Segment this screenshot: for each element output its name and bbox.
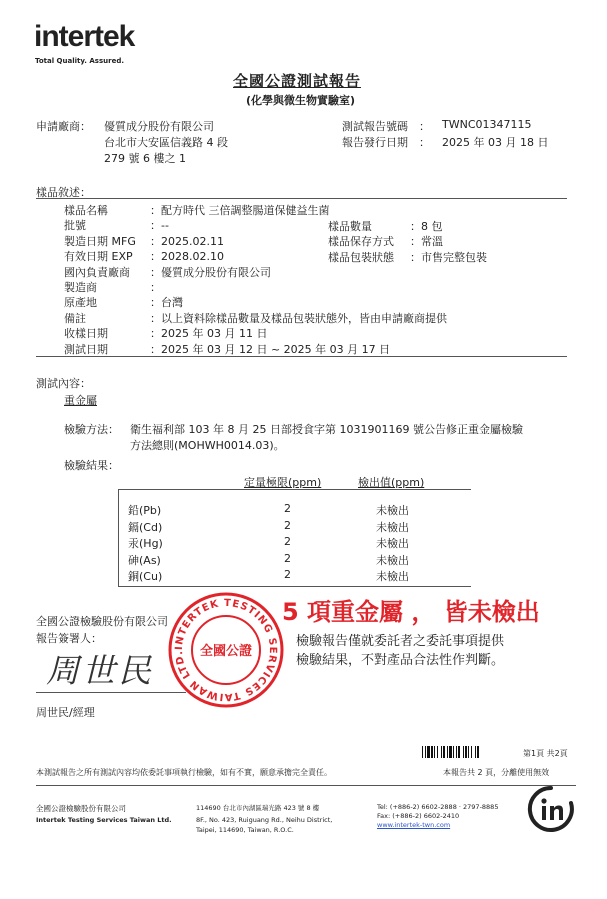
page-info: 第1頁 共2頁 [523,749,568,758]
sample-field-value: ：2025 年 03 月 11 日 [150,327,268,341]
sample-field-value: ：2025.02.11 [150,234,224,248]
element-loq: 2 [284,518,291,532]
sample-field-label: 樣品名稱 [64,204,108,217]
report-subtitle: (化學與微生物實驗室) [246,94,356,107]
intertek-in-logo [527,785,575,833]
signer-label: 報告簽署人： [36,632,102,645]
svg-text:INTERTEK TESTING SERVICES TAIW: INTERTEK TESTING SERVICES TAIWAN LTD. [173,597,279,703]
applicant-label: 申請廠商： [36,120,91,133]
report-no-value: TWNC01347115 [442,118,532,131]
sample-field-value: ： [150,281,161,294]
col-header-loq: 定量極限(ppm) [244,476,322,489]
sample-field-value: ：台灣 [150,296,183,310]
barcode [422,746,518,758]
element-loq: 2 [284,502,291,515]
divider [36,356,567,357]
issue-date-label: 報告發行日期 ： [342,136,430,149]
sample-right-value: ：8 包 [410,220,443,233]
result-label: 檢驗結果： [64,459,119,472]
footer-divider [36,785,576,786]
applicant-address-2: 279 號 6 樓之 1 [104,152,186,165]
element-name: 汞(Hg) [128,537,163,550]
divider [36,198,567,199]
notice-line-2: 檢驗結果，不對產品合法性作判斷。 [296,653,505,668]
sample-field-label: 製造商 [64,281,97,294]
footer-page-note: 本報告共 2 頁，分離使用無效 [443,768,550,777]
bottom-address-en-1: 8F., No. 423, Ruiguang Rd., Neihu District, [196,816,333,824]
sample-field-label: 有效日期 EXP [64,250,133,264]
sample-field-value: ：優質成分股份有限公司 [150,265,271,279]
method-line-1: 衛生福利部 103 年 8 月 25 日部授食字第 1031901169 號公告修正重金屬檢驗 [130,423,523,436]
element-name: 砷(As) [128,553,161,567]
sample-field-value: ：以上資料除樣品數量及樣品包裝狀態外，皆由申請廠商提供 [150,311,447,325]
element-result: 未檢出 [376,520,409,534]
element-result: 未檢出 [376,537,409,550]
company-stamp [166,590,286,710]
element-result: 未檢出 [376,570,409,583]
sample-field-label: 製造日期 MFG [64,234,136,248]
brand-tagline: Total Quality. Assured. [35,57,124,65]
element-name: 鉛(Pb) [128,504,162,517]
report-no-label: 測試報告號碼 ： [342,120,430,133]
intertek-logo: intertek [34,20,135,53]
col-header-result: 檢出值(ppm) [358,476,425,489]
handwritten-signature: 周世民 [46,651,154,690]
element-loq: 2 [284,568,291,581]
signature-line [36,692,186,693]
table-top-rule [118,489,471,490]
sample-field-value: ：配方時代 三倍調整腸道保健益生菌 [150,204,330,217]
table-left-rule [118,489,119,586]
bottom-tel: Tel: (+886-2) 6602-2888 · 2797-8885 [377,803,499,811]
applicant-address-1: 台北市大安區信義路 4 段 [104,136,228,149]
sample-field-value: ：2025 年 03 月 12 日 ~ 2025 年 03 月 17 日 [150,342,391,356]
sample-right-value: ：常溫 [410,235,443,249]
element-name: 鎘(Cd) [128,520,163,534]
element-loq: 2 [284,551,291,565]
bottom-address-zh: 114690 台北市內湖區瑞光路 423 號 8 樓 [196,804,320,812]
highlight-banner: 5 項重金屬 ， 皆未檢出 [282,598,540,626]
signer-name: 周世民/經理 [36,706,95,719]
sample-field-label: 收樣日期 [64,327,108,341]
method-label: 檢驗方法： [64,423,119,436]
sample-field-label: 原產地 [64,296,97,310]
bottom-company-en: Intertek Testing Services Taiwan Ltd. [36,816,172,824]
sample-right-label: 樣品數量 [328,220,372,233]
test-item: 重金屬 [64,394,97,407]
sample-field-label: 國內負責廠商 [64,265,130,279]
element-loq: 2 [284,535,291,548]
sample-field-label: 測試日期 [64,342,108,356]
sample-right-label: 樣品保存方式 [328,235,394,249]
sample-field-label: 備註 [64,311,86,325]
svg-text:全國公證: 全國公證 [199,644,253,659]
applicant-name: 優質成分股份有限公司 [104,120,214,133]
sample-right-value: ：市售完整包裝 [410,250,487,264]
sample-field-value: ：2028.02.10 [150,250,224,264]
footer-disclaimer: 本測試報告之所有測試內容均依委託事項執行檢驗，如有不實，願意承擔完全責任。 [36,768,332,777]
company-signer: 全國公證檢驗股份有限公司 [36,615,168,628]
test-section-label: 測試內容： [36,377,91,390]
report-title: 全國公證測試報告 [233,72,362,90]
sample-field-value: ：-- [150,219,169,233]
bottom-fax: Fax: (+886-2) 6602-2410 [377,812,460,820]
table-bottom-rule [118,586,471,587]
bottom-company-zh: 全國公證檢驗股份有限公司 [36,804,126,813]
bottom-website-link[interactable]: www.intertek-twn.com [377,821,451,829]
sample-right-label: 樣品包裝狀態 [328,250,394,264]
element-result: 未檢出 [376,553,409,567]
issue-date-value: 2025 年 03 月 18 日 [442,136,549,149]
sample-section-label: 樣品敘述： [36,186,91,199]
element-name: 銅(Cu) [128,570,163,583]
element-result: 未檢出 [376,504,409,517]
bottom-address-en-2: Taipei, 114690, Taiwan, R.O.C. [196,826,294,834]
sample-field-label: 批號 [64,219,86,233]
method-line-2: 方法總則(MOHWH0014.03)。 [130,439,285,452]
notice-line-1: 檢驗報告僅就委託者之委託事項提供 [296,634,505,649]
